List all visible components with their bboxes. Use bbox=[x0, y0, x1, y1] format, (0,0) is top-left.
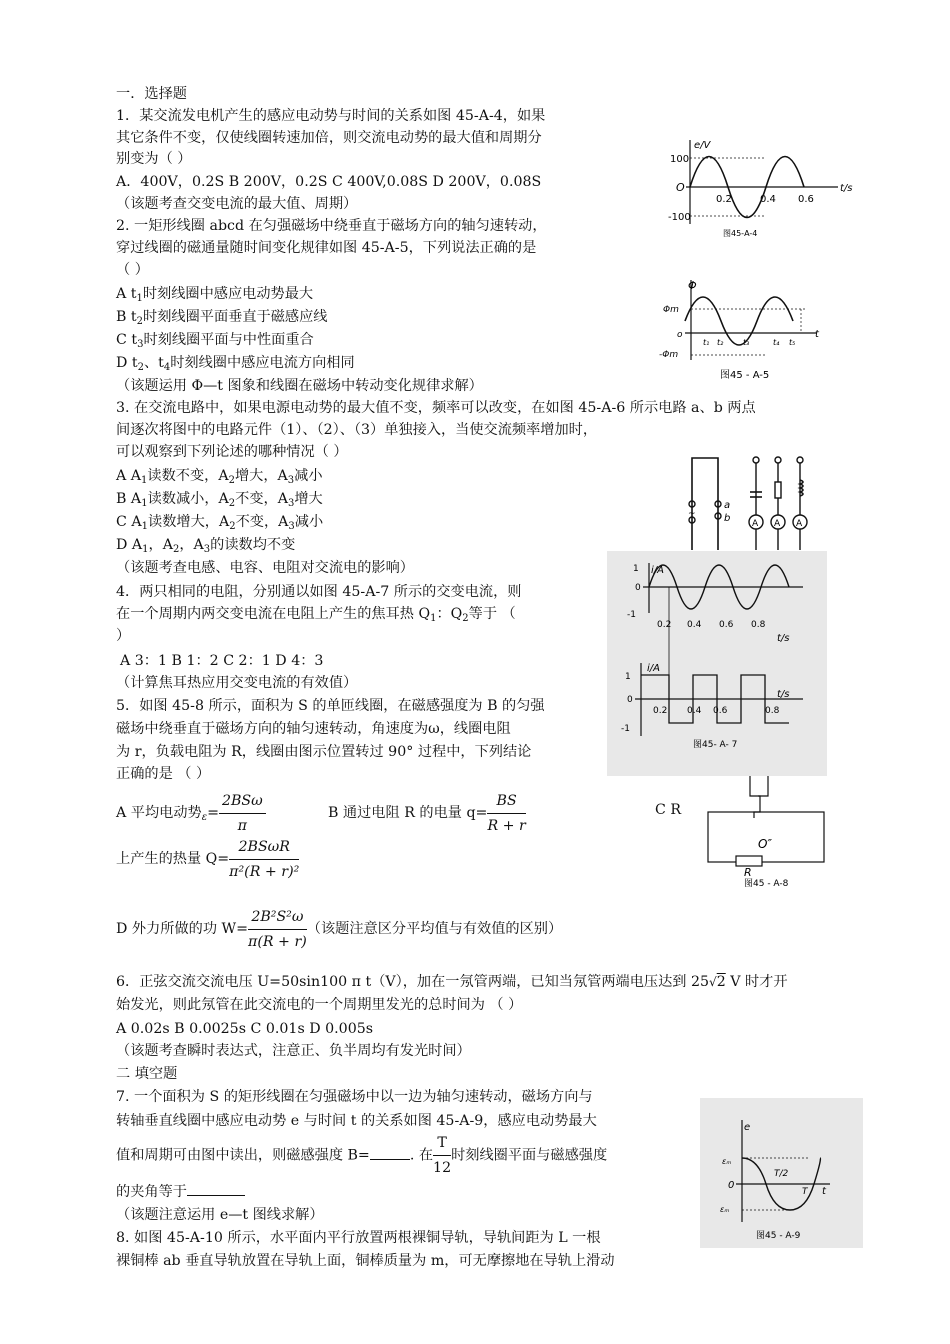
fig5-t1: t₁ bbox=[703, 338, 710, 347]
fig7-zero2: 0 bbox=[627, 695, 633, 705]
q7-line2: 转轴垂直线圈中感应电动势 e 与时间 t 的关系如图 45-A-9，感应电动势最大 bbox=[116, 1113, 597, 1129]
fig5-phim: Φm bbox=[663, 305, 679, 315]
fig9-half: T/2 bbox=[774, 1169, 789, 1179]
fig7-b-08: 0.8 bbox=[765, 706, 780, 716]
figure-45-a-8 bbox=[700, 776, 840, 888]
section-title-choice: 一．选择题 bbox=[116, 86, 187, 102]
q1-line2: 其它条件不变，仅使线圈转速加倍，则交流电动势的最大值和周期分 bbox=[116, 130, 542, 146]
q3-option-b: B $A_1$读数减小，$A_2$不变，$A_3$增大 bbox=[116, 491, 323, 509]
q3-line2: 间逐次将图中的电路元件（1）、（2）、（3）单独接入，当使交流频率增加时， bbox=[116, 422, 598, 438]
fig6-meter-1: A bbox=[752, 519, 759, 529]
q3-note: （该题考查电感、电容、电阻对交流电的影响） bbox=[116, 560, 414, 576]
fig6-b: b bbox=[724, 513, 731, 524]
q2-line2: 穿过线圈的磁通量随时间变化规律如图 45-A-5，下列说法正确的是 bbox=[116, 240, 537, 256]
fig6-meter-2: A bbox=[774, 519, 781, 529]
fig9-t: t bbox=[822, 1186, 826, 1197]
figure-45-a-7 bbox=[607, 551, 827, 776]
q5-option-d: D 外力所做的功 W= $\frac{\text{2B²S²ω}}{\pi(R + r)}$ （该题注意区分平均值与有效值的区别） bbox=[116, 902, 562, 956]
q5-line2: 磁场中绕垂直于磁场方向的轴匀速转动，角速度为ω，线圈电阻 bbox=[116, 721, 511, 737]
section-title-fill: 二 填空题 bbox=[116, 1066, 178, 1082]
figure-45-a-5 bbox=[655, 275, 835, 385]
q6-note: （该题考查瞬时表达式，注意正、负半周均有发光时间） bbox=[116, 1043, 471, 1059]
q3-option-d: D $A_1$，$A_2$，$A_3$的读数均不变 bbox=[116, 537, 296, 555]
fig7-x-06: 0.6 bbox=[719, 620, 734, 630]
fig7-b-06: 0.6 bbox=[713, 706, 728, 716]
q5-option-a: A 平均电动势$_\varepsilon$= $\frac{\text{2BSω}}{\pi}$ bbox=[116, 788, 266, 843]
fig9-em: εₘ bbox=[722, 1157, 732, 1166]
fig4-x-04: 0.4 bbox=[760, 194, 776, 205]
fig4-y-100: 100 bbox=[670, 154, 690, 165]
fig7-b-02: 0.2 bbox=[653, 706, 668, 716]
q6-line2: 始发光，则此氖管在此交流电的一个周期里发光的总时间为 （ ） bbox=[116, 997, 523, 1013]
fig4-ylabel: e/V bbox=[694, 140, 711, 151]
fig6-meter-3: A bbox=[796, 519, 803, 529]
q2-option-a: A $t_1$时刻线圈中感应电动势最大 bbox=[116, 286, 314, 304]
fig8-caption: 图45 - A-8 bbox=[744, 879, 789, 889]
fig7-b-04: 0.4 bbox=[687, 706, 702, 716]
fig9-e: e bbox=[744, 1122, 751, 1133]
q5-line3: 为 r，负载电阻为 R，线圈由图示位置转过 90° 过程中，下列结论 bbox=[116, 744, 532, 760]
q2-note: （该题运用 Φ—t 图象和线圈在磁场中转动变化规律求解） bbox=[116, 378, 483, 394]
q2-option-d: D $t_2$、$t_4$时刻线圈中感应电流方向相同 bbox=[116, 355, 355, 373]
fig5-ylabel: Φ bbox=[688, 279, 697, 292]
fig4-origin: O bbox=[676, 181, 685, 194]
q4-line1: 4．两只相同的电阻，分别通以如图 45-A-7 所示的交变电流，则 bbox=[116, 584, 522, 600]
q4-options: A 3：1 B 1：2 C 2：1 D 4：3 bbox=[120, 653, 324, 669]
fig8-r: R bbox=[744, 866, 752, 879]
fig5-caption: 图45 - A-5 bbox=[720, 370, 770, 381]
q2-option-c: C $t_3$时刻线圈平面与中性面重合 bbox=[116, 332, 314, 350]
fig5-t5: t₅ bbox=[789, 338, 796, 347]
fig7-one: 1 bbox=[633, 564, 639, 574]
fig7-caption: 图45- A- 7 bbox=[693, 740, 738, 750]
q3-line3: 可以观察到下列论述的哪种情况（ ） bbox=[116, 444, 348, 460]
fig4-t-label: t/s bbox=[840, 183, 853, 194]
q1-note: （该题考查交变电流的最大值、周期） bbox=[116, 196, 358, 212]
q5-option-c: 上产生的热量 Q= $\frac{\text{2BSωR}}{\text{π²(R + r)²}}$ bbox=[116, 832, 299, 886]
q2-line1: 2. 一矩形线圈 abcd 在匀强磁场中绕垂直于磁场方向的轴匀速转动， bbox=[116, 218, 547, 234]
figure-45-a-6 bbox=[680, 454, 830, 552]
fig5-t2: t₂ bbox=[717, 338, 724, 347]
q8-line1: 8. 如图 45-A-10 所示，水平面内平行放置两根裸铜导轨，导轨间距为 L 一根 bbox=[116, 1230, 601, 1246]
fig5-t3: t₃ bbox=[743, 338, 750, 347]
q3-line1: 3. 在交流电路中，如果电源电动势的最大值不变，频率可以改变，在如图 45-A-6 所示电路 a、b 两点 bbox=[116, 400, 756, 416]
fig5-t4: t₄ bbox=[773, 338, 780, 347]
fig7-y2-label: i/A bbox=[647, 663, 660, 674]
q4-line2: 在一个周期内两交变电流在电阻上产生的焦耳热 $Q_1$：$Q_2$等于 （ bbox=[116, 606, 516, 624]
q8-line2: 裸铜棒 ab 垂直导轨放置在导轨上面，铜棒质量为 m，可无摩擦地在导轨上滑动 bbox=[116, 1253, 615, 1269]
fig4-y-neg100: -100 bbox=[668, 212, 691, 223]
fig7-y1-label: i/A bbox=[651, 565, 664, 576]
q7-line3: 值和周期可由图中读出，则磁感强度 B= . 在 $\frac{T}{12}$ 时刻线圈平面与磁感强度 bbox=[116, 1131, 607, 1180]
fig7-one2: 1 bbox=[625, 672, 631, 682]
q1-options: A．400V，0.2S B 200V，0.2S C 400V,0.08S D 200V，0.08S bbox=[116, 174, 542, 190]
fig5-t-label: t bbox=[815, 329, 819, 340]
fig7-zero: 0 bbox=[635, 583, 641, 593]
fig9-caption: 图45 - A-9 bbox=[756, 1231, 801, 1241]
q3-option-a: A $A_1$读数不变，$A_2$增大，$A_3$减小 bbox=[116, 468, 323, 486]
fig9-o: 0 bbox=[728, 1180, 735, 1191]
q5-line1: 5．如图 45-8 所示，面积为 S 的单匝线圈，在磁感强度为 B 的匀强 bbox=[116, 698, 545, 714]
q7-line4: 的夹角等于 bbox=[116, 1182, 245, 1203]
fig4-x-02: 0.2 bbox=[716, 194, 732, 205]
figure-45-a-9 bbox=[700, 1098, 863, 1248]
q6-options: A 0.02s B 0.0025s C 0.01s D 0.005s bbox=[116, 1021, 374, 1037]
fig4-caption: 图45-A-4 bbox=[723, 229, 758, 238]
fig5-origin: o bbox=[677, 330, 683, 340]
q1-line1: 1．某交流发电机产生的感应电动势与时间的关系如图 45-A-4，如果 bbox=[116, 108, 546, 124]
fig6-a: a bbox=[724, 500, 731, 511]
q5-line4: 正确的是 （ ） bbox=[116, 766, 211, 782]
fig7-t1: t/s bbox=[777, 633, 790, 644]
fig7-x-08: 0.8 bbox=[751, 620, 766, 630]
fig7-x-02: 0.2 bbox=[657, 620, 672, 630]
q1-line3: 别变为（ ） bbox=[116, 151, 192, 167]
fig7-x-04: 0.4 bbox=[687, 620, 702, 630]
figure-45-a-4 bbox=[668, 132, 853, 242]
fig4-x-06: 0.6 bbox=[798, 194, 814, 205]
fig6-tilde: ~ bbox=[688, 509, 696, 519]
fig8-o: O″ bbox=[758, 837, 772, 851]
q5-option-b: B 通过电阻 R 的电量 q= $\frac{BS}{R + r}$ bbox=[328, 788, 526, 838]
q6-line1: 6．正弦交流交流电压 U=50sin100 π t（V），加在一氖管两端，已知当氖管两端电压达到 25√2 V 时才开 bbox=[116, 974, 788, 990]
q7-note: （该题注意运用 e—t 图线求解） bbox=[116, 1207, 324, 1223]
q7-line1: 7. 一个面积为 S 的矩形线圈在匀强磁场中以一边为轴匀速转动，磁场方向与 bbox=[116, 1089, 593, 1105]
q5-option-c-head: C R bbox=[655, 802, 682, 818]
fig7-t2: t/s bbox=[777, 689, 790, 700]
q3-option-c: C $A_1$读数增大，$A_2$不变，$A_3$减小 bbox=[116, 514, 324, 532]
fig7-neg: -1 bbox=[627, 610, 636, 620]
q4-line3: ） bbox=[116, 628, 131, 644]
fig9-neg: εₘ bbox=[720, 1205, 730, 1214]
fig9-T: T bbox=[802, 1187, 808, 1197]
fig5-neg-phim: -Φm bbox=[659, 350, 679, 360]
q2-line3: （ ） bbox=[116, 262, 149, 278]
q4-note: （计算焦耳热应用交变电流的有效值） bbox=[116, 675, 358, 691]
fig7-neg2: -1 bbox=[621, 724, 630, 734]
q2-option-b: B $t_2$时刻线圈平面垂直于磁感应线 bbox=[116, 309, 328, 327]
